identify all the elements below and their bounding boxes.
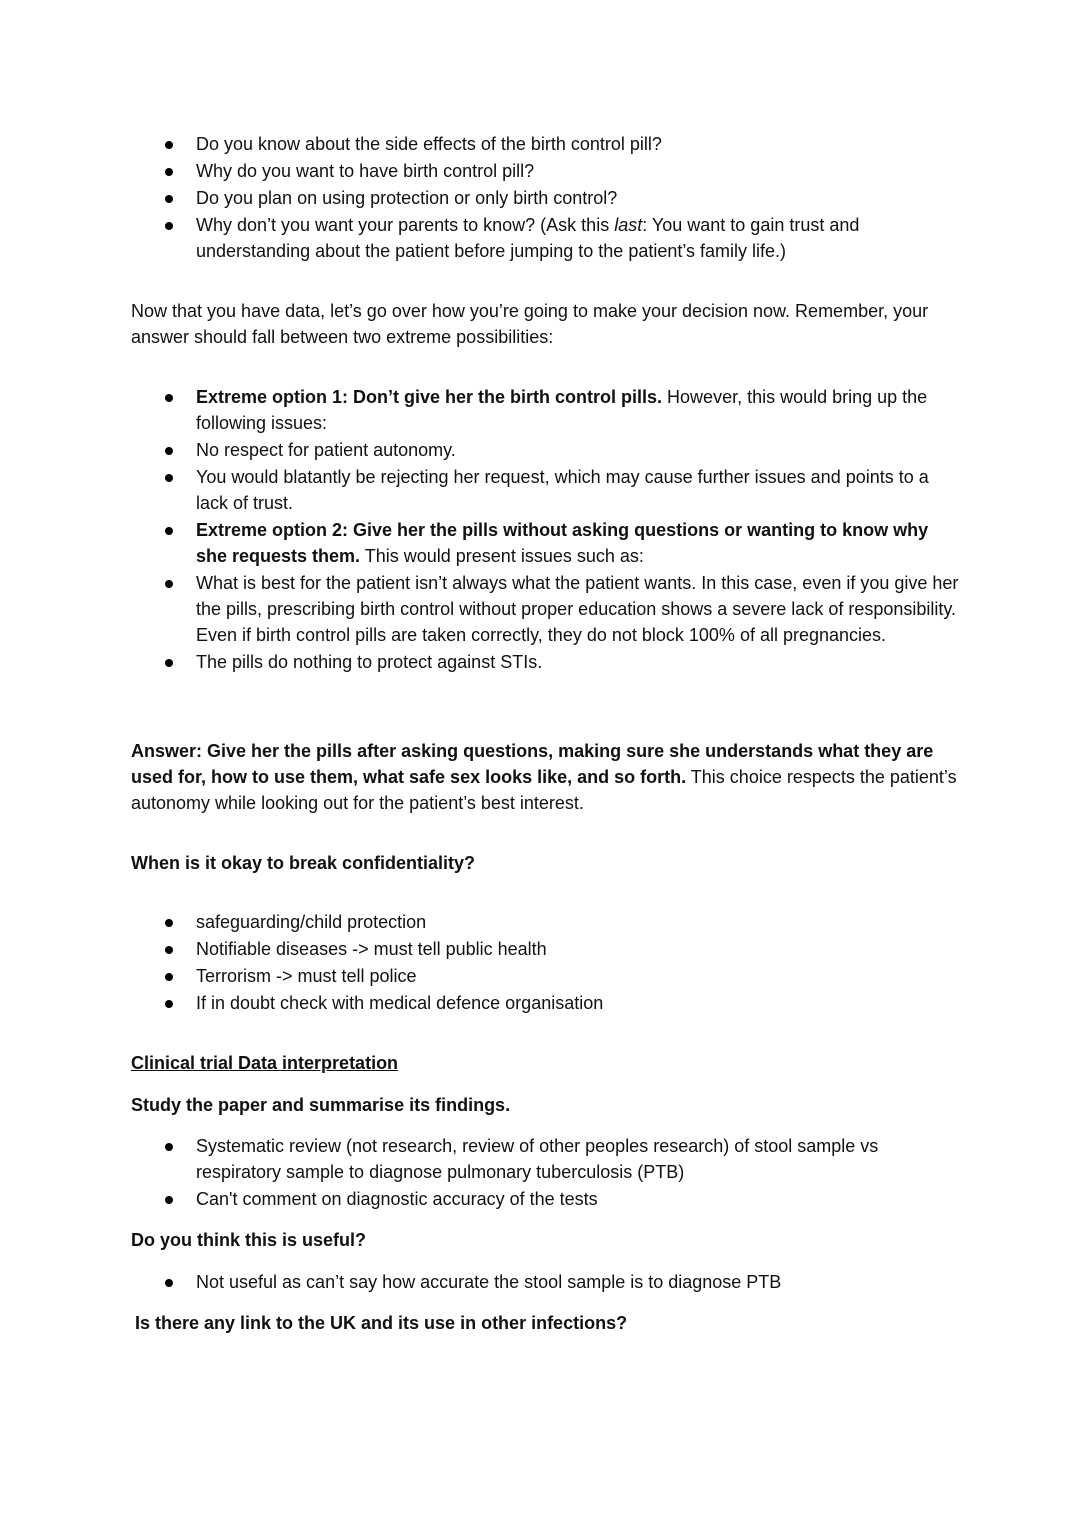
confidentiality-heading: When is it okay to break confidentiality?: [131, 853, 476, 873]
bullet-icon: [165, 527, 173, 535]
list-item: The pills do nothing to protect against STIs.: [131, 649, 961, 675]
bullet-icon: [165, 141, 173, 149]
bullet-icon: [165, 168, 173, 176]
bullet-icon: [165, 1279, 173, 1287]
bullet-icon: [165, 919, 173, 927]
list-item: Can't comment on diagnostic accuracy of the tests: [131, 1186, 961, 1212]
bullet-icon: [165, 946, 173, 954]
bullet-icon: [165, 1000, 173, 1008]
clinical-trial-heading: Clinical trial Data interpretation: [131, 1053, 399, 1073]
list-item: Extreme option 2: Give her the pills without asking questions or wanting to know why she requests them. This would present issues such as:: [131, 517, 961, 569]
list-item: Why do you want to have birth control pill?: [131, 158, 961, 184]
list-item: No respect for patient autonomy.: [131, 437, 961, 463]
list-item: Not useful as can’t say how accurate the stool sample is to diagnose PTB: [131, 1269, 961, 1295]
decision-paragraph: Now that you have data, let’s go over how you’re going to make your decision now. Remember, your answer should fall between two extreme possibilities:: [131, 301, 929, 347]
bullet-icon: [165, 1143, 173, 1151]
bullet-icon: [165, 1196, 173, 1204]
list-item: What is best for the patient isn’t always what the patient wants. In this case, even if you give her the pills, prescribing birth control without proper education shows a severe lack of responsibility. Even if birth control pills are taken correctly, they do not block 100% of all pregnancies.: [131, 570, 961, 648]
bullet-icon: [165, 195, 173, 203]
bullet-icon: [165, 580, 173, 588]
questions-list: [131, 131, 961, 265]
list-item: Terrorism -> must tell police: [131, 963, 961, 989]
useful-heading: Do you think this is useful?: [131, 1230, 367, 1250]
uk-link-heading: Is there any link to the UK and its use in other infections?: [135, 1313, 628, 1333]
bullet-icon: [165, 659, 173, 667]
bullet-icon: [165, 973, 173, 981]
list-item: Systematic review (not research, review of other peoples research) of stool sample vs respiratory sample to diagnose pulmonary tuberculosis (PTB): [131, 1133, 961, 1185]
answer-paragraph: Answer: Give her the pills after asking questions, making sure she understands what they are used for, how to use them, what safe sex looks like, and so forth. This choice respects the patient’s autonomy while looking out for the patient’s best interest.: [131, 741, 957, 813]
bullet-icon: [165, 447, 173, 455]
usefulness-list: [131, 1269, 961, 1296]
list-item: Notifiable diseases -> must tell public health: [131, 936, 961, 962]
bullet-icon: [165, 394, 173, 402]
study-heading: Study the paper and summarise its findings.: [131, 1095, 511, 1115]
list-item: safeguarding/child protection: [131, 909, 961, 935]
bullet-icon: [165, 222, 173, 230]
list-item: You would blatantly be rejecting her request, which may cause further issues and points to a lack of trust.: [131, 464, 961, 516]
confidentiality-list: [131, 909, 961, 1017]
list-item: Extreme option 1: Don’t give her the birth control pills. However, this would bring up the following issues:: [131, 384, 961, 436]
list-item: Why don’t you want your parents to know? (Ask this last: You want to gain trust and understanding about the patient before jumping to the patient’s family life.): [131, 212, 961, 264]
list-item: Do you know about the side effects of the birth control pill?: [131, 131, 961, 157]
findings-list: [131, 1133, 961, 1213]
list-item: If in doubt check with medical defence organisation: [131, 990, 961, 1016]
bullet-icon: [165, 474, 173, 482]
list-item: Do you plan on using protection or only birth control?: [131, 185, 961, 211]
options-list: [131, 384, 961, 676]
